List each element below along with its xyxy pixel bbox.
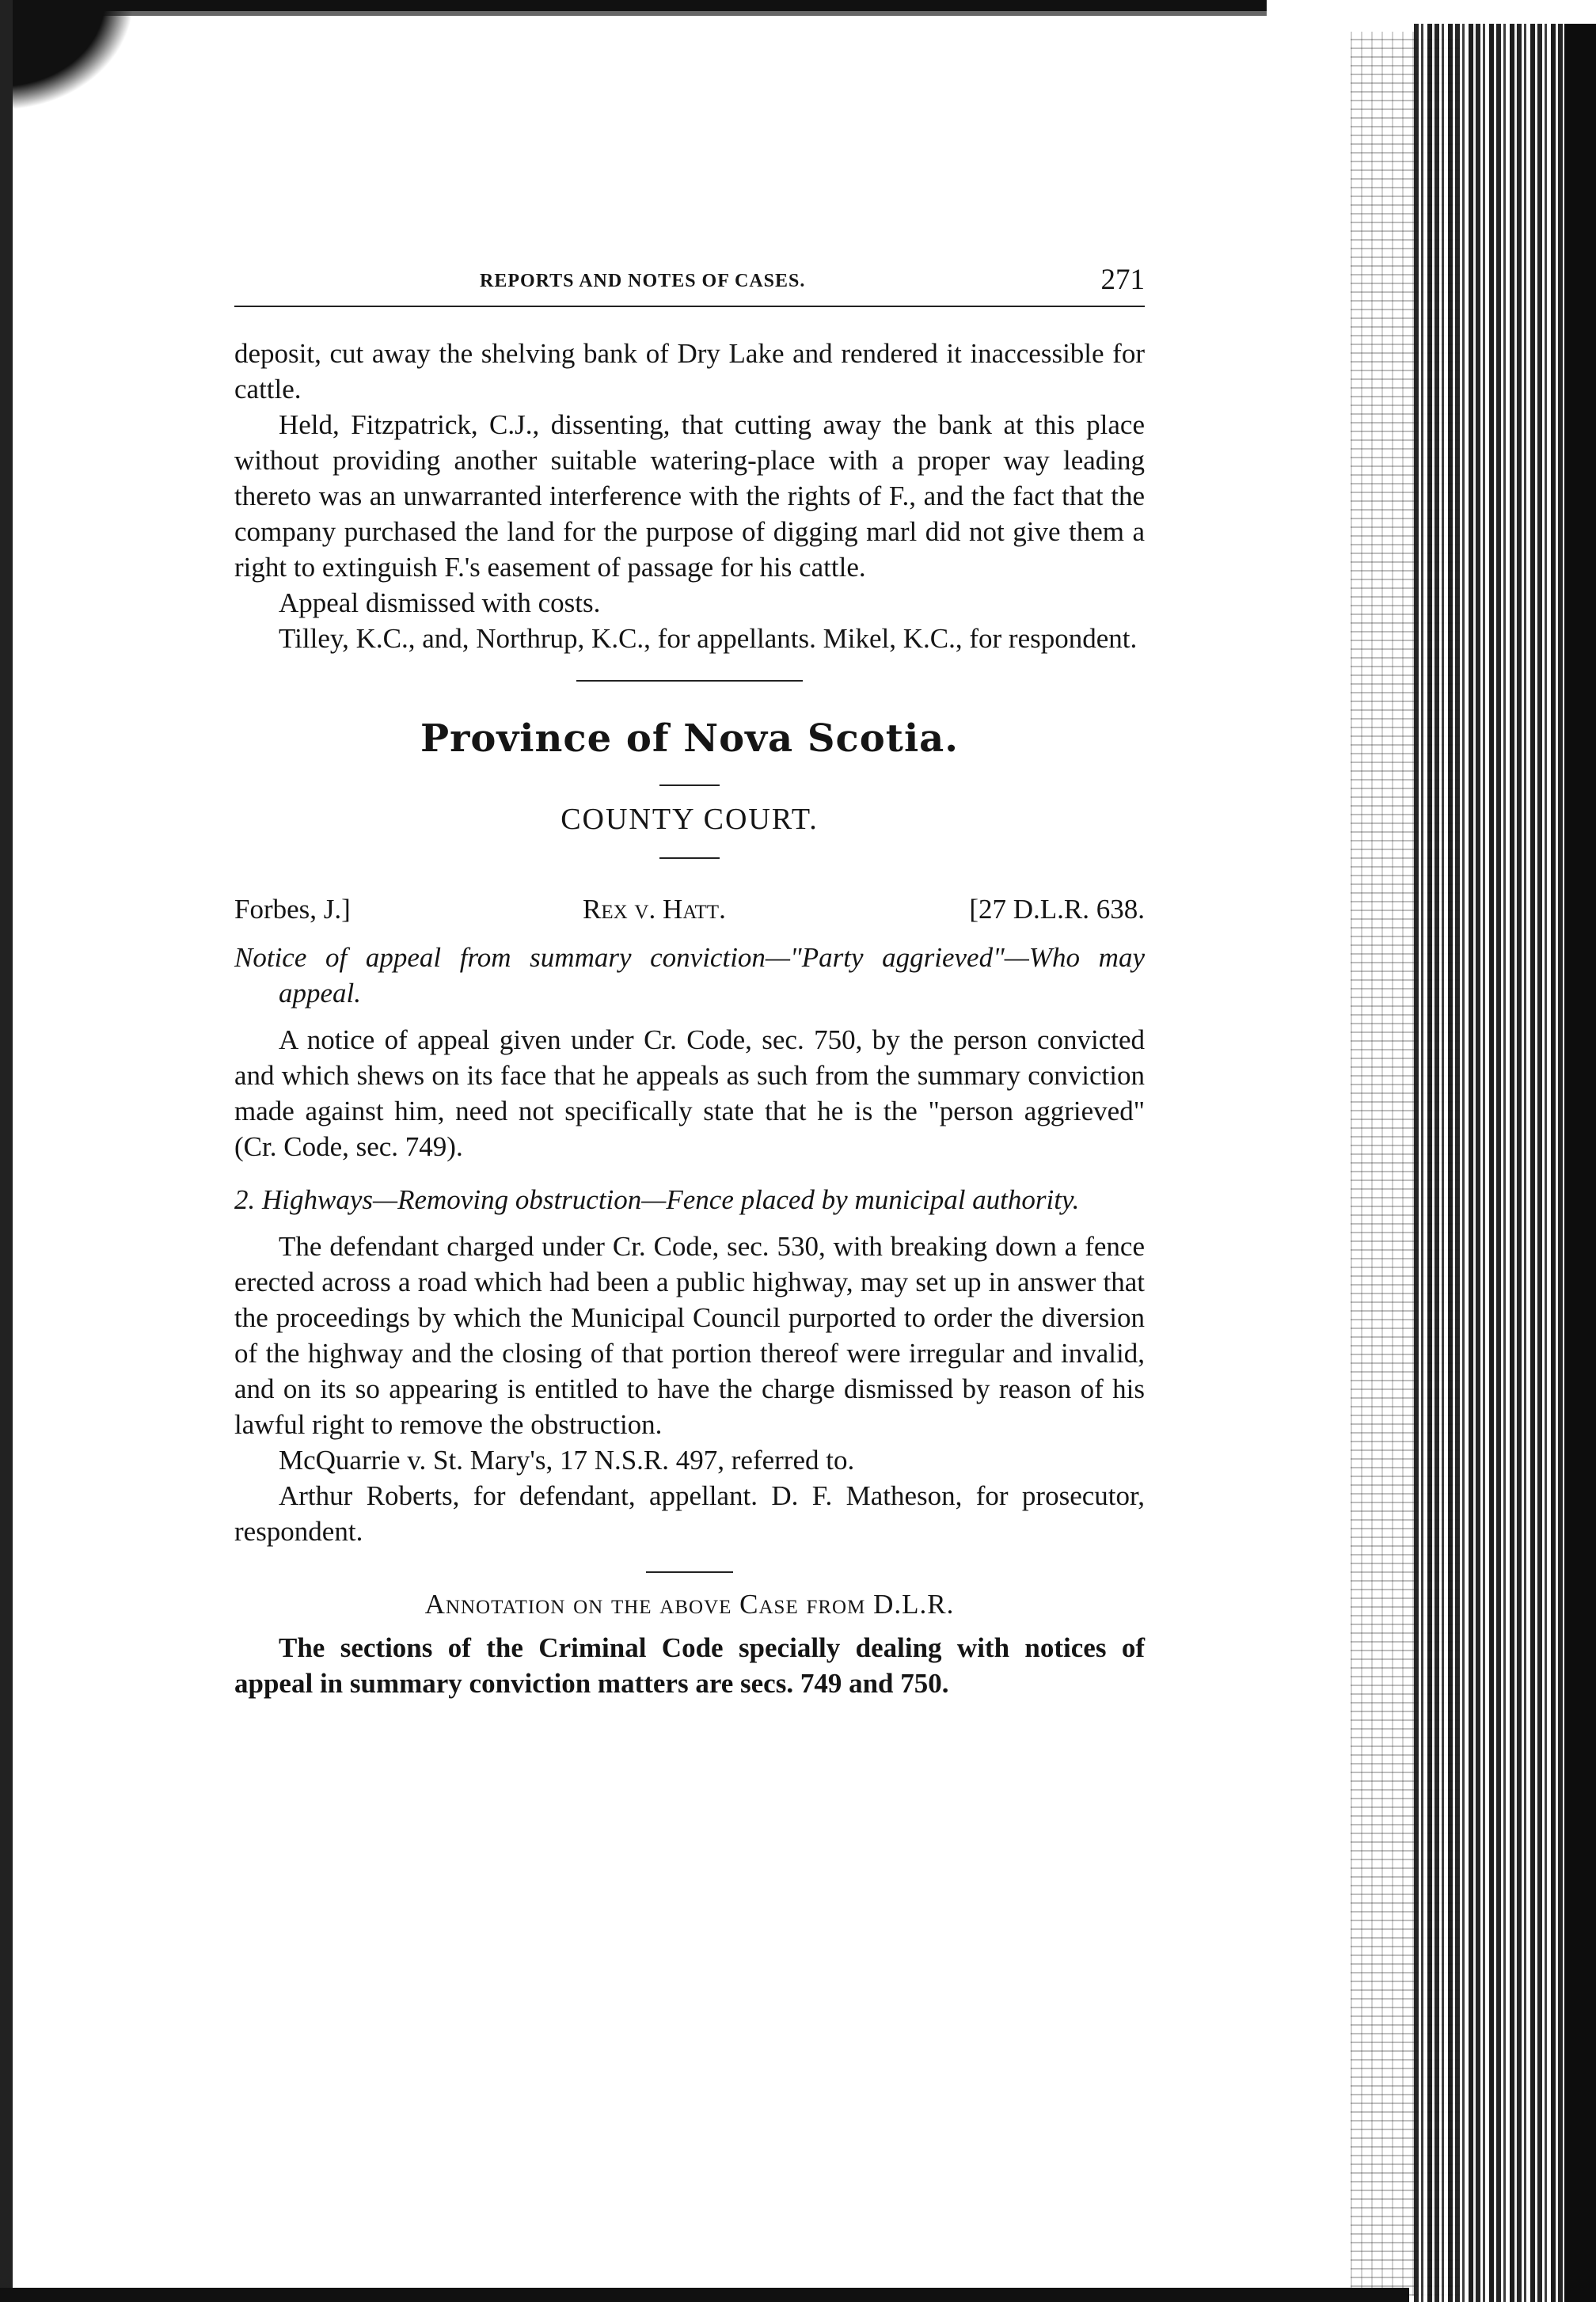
previous-case-counsel: Tilley, K.C., and, Northrup, K.C., for appellants. Mikel, K.C., for respondent.	[279, 623, 1138, 654]
authority-referred: McQuarrie v. St. Mary's, 17 N.S.R. 497, referred to.	[279, 1445, 855, 1476]
scan-edge-right	[1564, 24, 1596, 2302]
scan-border-bottom	[0, 2288, 1409, 2302]
page-number: 271	[1100, 264, 1145, 296]
scan-border-left	[0, 0, 13, 2302]
annotation-text: The sections of the Criminal Code specially dealing with notices of appeal in summary conviction matters are secs. 749 and 750.	[234, 1632, 1145, 1699]
previous-case-disposition: Appeal dismissed with costs.	[279, 587, 601, 618]
case-caption	[234, 894, 1145, 930]
headnote-2-counsel: Arthur Roberts, for defendant, appellant. D. F. Matheson, for prosecutor, respondent.	[234, 1480, 1145, 1547]
headnote-1-text: A notice of appeal given under Cr. Code, sec. 750, by the person convicted and which shews on its face that he appeals as such from the summary conviction made against him, need not specifically state that he is the "person aggrieved" (Cr. Code, sec. 749).	[234, 1024, 1145, 1162]
headnote-1-catchwords: Notice of appeal from summary conviction—"Party aggrieved"—Who may appeal.	[234, 942, 1145, 1009]
headnote-2-text: The defendant charged under Cr. Code, sec. 530, with breaking down a fence erected across a road which had been a public highway, may set up in answer that the proceedings by which the Municipal Council purported to order the diversion of the highway and the closing of that portion thereof were irregular and invalid, and on its so appearing is entitled to have the charge dismissed by reason of his lawful right to remove the obstruction.	[234, 1231, 1145, 1440]
case-name: Rex v. Hatt.	[583, 894, 726, 925]
court-heading: COUNTY COURT.	[560, 803, 819, 836]
previous-case-facts: deposit, cut away the shelving bank of Dry Lake and rendered it inaccessible for cattle.	[234, 338, 1145, 405]
running-head	[234, 266, 1145, 307]
short-rule	[659, 857, 720, 859]
headnote-2	[234, 1182, 1145, 1549]
scan-corner-shadow	[0, 0, 135, 111]
previous-case-held: Held, Fitzpatrick, C.J., dissenting, that cutting away the bank at this place without providing another suitable watering-place with a proper way leading thereto was an unwarranted interference with the rights of F., and the fact that the company purchased the land for the purpose of digging marl did not give them a right to extinguish F.'s easement of passage for his cattle.	[234, 409, 1145, 583]
book-page	[234, 266, 1145, 1701]
short-rule	[659, 784, 720, 786]
section-rule	[576, 680, 803, 682]
running-title: REPORTS AND NOTES OF CASES.	[480, 271, 806, 291]
annotation-heading: Annotation on the above Case from D.L.R.	[424, 1589, 955, 1620]
headnote-1	[234, 940, 1145, 1164]
province-heading: Province of Nova Scotia.	[420, 716, 959, 761]
case-judge: Forbes, J.]	[234, 894, 351, 925]
scan-border-top	[0, 0, 1267, 32]
previous-case-continuation	[234, 336, 1145, 656]
annotation-rule	[646, 1571, 733, 1573]
case-citation: [27 D.L.R. 638.	[969, 894, 1145, 925]
headnote-2-catchwords: 2. Highways—Removing obstruction—Fence placed by municipal authority.	[234, 1184, 1080, 1215]
